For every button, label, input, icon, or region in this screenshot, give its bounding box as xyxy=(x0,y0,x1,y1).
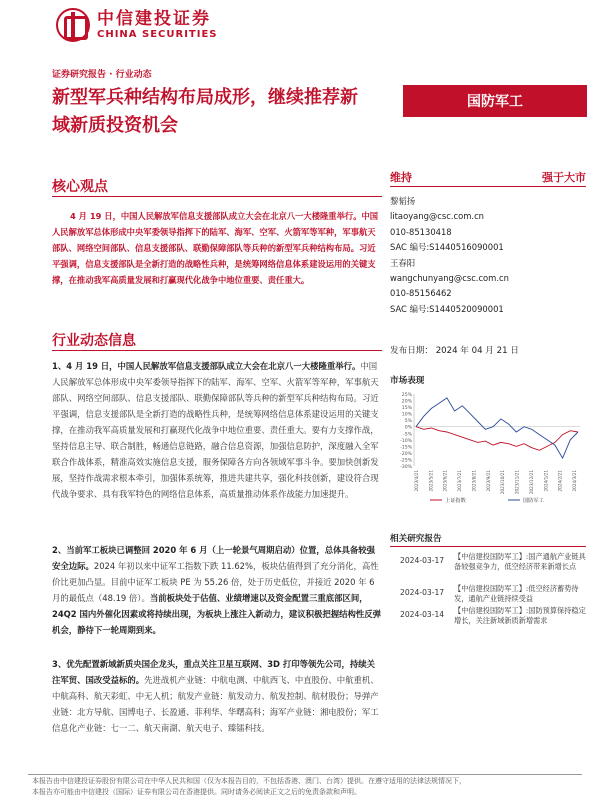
core-summary: 4 月 19 日，中国人民解放军信息支援部队成立大会在北京八一大楼隆重举行。中国人民解放军总体形成中央军委领导指挥下的陆军、海军、空军、火箭军等军种，军事航天部队、网络空间部队、信息支援部队、联勤保障部队等兵种的新型军兵种结构布局。习近平强调，信息支援部队是全新打造的战略性兵种，是统筹网络信息体系建设运用的关键支撑，在推动我军高质量发展和打赢现代化战争中地位重要、责任重大。 xyxy=(52,211,379,285)
related-report-item[interactable] xyxy=(390,606,586,626)
core-divider xyxy=(52,196,382,197)
x-tick-label: 2023/7/21 xyxy=(457,470,463,492)
related-reports-title: 相关研究报告 xyxy=(390,534,442,544)
logo-icon xyxy=(56,8,90,42)
related-report-item[interactable] xyxy=(390,552,586,572)
y-tick-label: 15% xyxy=(401,406,412,412)
paragraph-2-lead: 2、当前军工板块已调整回 2020 年 6 月（上一轮景气周期启动）位置，总体具备较强安全边际。 xyxy=(52,545,375,571)
analyst-name: 黎韬扬 xyxy=(390,196,416,206)
x-tick-label: 2024/3/21 xyxy=(572,470,577,492)
market-chart-svg xyxy=(390,388,586,516)
legend-label: 国防军工 xyxy=(523,498,544,504)
related-report-date: 2024-03-17 xyxy=(400,556,445,565)
y-tick-label: -5% xyxy=(403,432,412,438)
x-tick-label: 2024/2/21 xyxy=(557,470,563,492)
analyst-sac: SAC 编号:S1440516090001 xyxy=(390,242,504,253)
page-footer xyxy=(0,774,600,800)
related-report-link[interactable]: 【中信建投国防军工】:低空经济蓄势待发，通航产业链持续受益 xyxy=(454,584,579,603)
related-report-item[interactable] xyxy=(390,584,586,604)
logo-cn-text: 中信建投证券 xyxy=(97,9,211,29)
analyst-name: 王春阳 xyxy=(390,257,416,268)
x-tick-label: 2023/4/21 xyxy=(414,470,419,492)
rating-label: 维持 xyxy=(390,170,412,184)
footer-disclaimer xyxy=(32,776,584,798)
analyst-email[interactable]: litaoyang@csc.com.cn xyxy=(390,211,484,222)
industry-paragraph-1 xyxy=(52,358,382,502)
paragraph-3-body: 先进战机产业链：中航电测、中航西飞、中直股份、中航重机、中航高科、航天彩虹、中无人机；航发产业链：航发动力、航发控制、航材股份；导弹产业链：北方导航、国博电子、长盈通、菲利华、华曙高科；海军产业链：湘电股份；军工信息化产业链：七一二、航天南湖、航天电子、臻镭科技。 xyxy=(52,675,379,733)
industry-paragraph-3 xyxy=(52,656,382,736)
y-tick-label: 5% xyxy=(404,419,412,425)
report-title: 新型军兵种结构布局成形，继续推荐新域新质投资机会 xyxy=(52,87,358,136)
paragraph-2-conclusion: 当前板块处于估值、业绩增速以及资金配置三重底部区间，24Q2 国内外催化因素或将持续出现，为板块上涨注入新动力，建议积极把握结构性反弹机会，静待下一轮周期到来。 xyxy=(52,593,382,635)
y-tick-label: 20% xyxy=(401,399,412,405)
related-report-date: 2024-03-17 xyxy=(400,588,445,597)
related-report-link[interactable]: 【中信建投国防军工】:国产通航产业链具备较强竞争力，低空经济带来新增长点 xyxy=(454,552,586,571)
market-chart-title: 市场表现 xyxy=(390,376,425,386)
y-tick-label: 10% xyxy=(401,412,412,418)
analyst-phone: 010-85156462 xyxy=(390,288,452,299)
company-logo xyxy=(56,8,218,42)
series-line-shanghai-index xyxy=(416,427,578,451)
y-tick-label: -25% xyxy=(400,458,412,464)
x-tick-label: 2023/8/21 xyxy=(471,470,477,492)
related-report-link[interactable]: 【中信建投国防军工】:国防预算保持稳定增长，关注新域新质新增需求 xyxy=(454,606,586,625)
rating-bar xyxy=(390,167,586,187)
logo-en-text: CHINA SECURITIES xyxy=(97,29,218,40)
industry-divider xyxy=(52,350,382,351)
related-divider xyxy=(390,546,586,547)
x-tick-label: 2023/11/21 xyxy=(514,470,520,495)
paragraph-1-lead: 1、4 月 19 日，中国人民解放军信息支援部队成立大会在北京八一大楼隆重举行。 xyxy=(52,361,361,371)
x-tick-label: 2023/9/21 xyxy=(485,470,491,492)
industry-heading: 行业动态信息 xyxy=(52,333,136,349)
core-heading: 核心观点 xyxy=(52,179,108,195)
rating-value: 强于大市 xyxy=(542,170,586,184)
x-tick-label: 2023/5/21 xyxy=(428,470,434,492)
x-tick-label: 2023/6/21 xyxy=(442,470,448,492)
footer-divider xyxy=(28,774,582,775)
analyst-email[interactable]: wangchunyang@csc.com.cn xyxy=(390,273,509,284)
industry-paragraph-2 xyxy=(52,542,382,638)
breadcrumb: 证券研究报告 · 行业动态 xyxy=(52,70,152,80)
y-tick-label: 25% xyxy=(401,393,412,398)
y-tick-label: -30% xyxy=(400,465,412,470)
paragraph-3-lead: 3、优先配置新域新质央国企龙头，重点关注卫星互联网、3D 打印等领先公司，持续关注军贸、国改受益标的。 xyxy=(52,659,376,685)
sector-badge: 国防军工 xyxy=(403,85,587,117)
publish-date: 发布日期： 2024 年 04 月 21 日 xyxy=(390,346,519,356)
series-line-defense-sector xyxy=(416,398,578,458)
y-tick-label: -15% xyxy=(400,445,412,451)
x-tick-label: 2024/1/21 xyxy=(543,470,549,492)
y-tick-label: 0% xyxy=(404,425,412,431)
y-tick-label: -10% xyxy=(400,438,412,444)
x-tick-label: 2023/12/21 xyxy=(528,470,534,495)
analyst-sac: SAC 编号:S1440520090001 xyxy=(390,303,504,314)
analyst-phone: 010-85130418 xyxy=(390,226,452,237)
legend-label: 上证指数 xyxy=(445,498,466,504)
analyst-list xyxy=(390,194,586,317)
y-tick-label: -20% xyxy=(400,451,412,457)
footer-line-1: 本报告由中信建投证券股份有限公司在中华人民共和国（仅为本报告目的，不包括香港、澳门、台湾）提供。在遵守适用的法律法规情况下， xyxy=(32,777,466,785)
paragraph-2-body: 2024 年初以来中证军工指数下跌 11.62%，板块估值得到了充分消化，高性价比更加凸显。目前中证军工板块 PE 为 55.26 倍，处于历史低位，并接近 2020 年 6 月的最低点（48.19 倍）。 xyxy=(52,561,379,603)
x-tick-label: 2023/10/21 xyxy=(500,470,506,495)
related-report-date: 2024-03-14 xyxy=(400,610,445,619)
market-chart xyxy=(390,388,586,516)
paragraph-1-body: 中国人民解放军总体形成中央军委领导指挥下的陆军、海军、空军、火箭军等军种，军事航天部队、网络空间部队、信息支援部队、联勤保障部队等兵种的新型军兵种结构布局。习近平强调，信息支援部队是全新打造的战略性兵种，是统筹网络信息体系建设运用的关键支撑，在推动我军高质量发展和打赢现代化战争中地位重要、责任重大。要有力支撑作战，坚持信息主导、联合制胜，畅通信息链路，融合信息资源，加强信息防护，深度融入全军联合作战体系，精准高效实施信息支援，服务保障各方向各领域军事斗争。要加快创新发展，坚持作战需求根本牵引，加强体系统筹，推进共建共享，强化科技创新，建设符合现代战争要求、具有我军特色的网络信息体系，高质量推动体系作战能力加速提升。 xyxy=(52,361,379,499)
footer-line-2: 本报告亦可能由中信建投（国际）证券有限公司在香港提供。同时请务必阅读正文之后的免责条款和声明。 xyxy=(32,788,361,796)
